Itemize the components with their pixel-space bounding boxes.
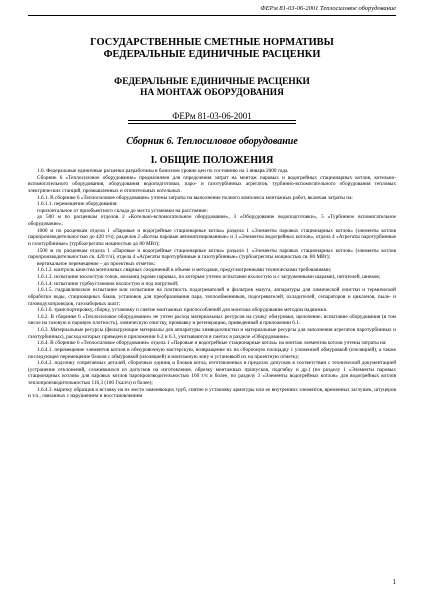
paragraph: 1.6.2. В сборнике 6 «Теплосиловое оборудование» не учтен расход материальных ресурсов на сушку обмуровки, щелочение, испытание оборудования (в том числе на газовую и паровую плотность), химическую очистку, промывку и регенерацию, приведенный в приложении 6.1. <box>28 313 396 327</box>
subtitle-line-1: ФЕДЕРАЛЬНЫЕ ЕДИНИЧНЫЕ РАСЦЕНКИ <box>114 77 310 87</box>
collection-title: Сборник 6. Теплосиловое оборудование <box>126 136 298 147</box>
paragraph: 1.6.3. Материальные ресурсы (фильтрующие материалы для аппаратуры химводоочистки и материальные ресурсы для заполнения агрегатов паротурбинных и газотурбинных), расход которых приведен в приложении 6.2 и 6.3, учитываются в сметах в разделе «Оборудование». <box>28 327 396 340</box>
code-rule-lower <box>128 123 296 124</box>
paragraph: 1.6.1.5. гидравлическое испытание или испытание на плотность подогревателей и фильтров мазута, аппаратуры для химической очистки и термической обработки воды, стационарных баков, установок для преобразования пара, теплообменников, подогревателей, охладителей, сепараторов и циклонов, пыле- и газоводухопроводов, газозаборных шахт; <box>28 287 396 307</box>
paragraph: 1.6.1.2. контроль качества монтажных сварных соединений в объеме и методами, предусмотренными техническими требованиями; <box>37 267 332 274</box>
paragraph: до 500 м по расценкам отделов 2 «Котельно-вспомогательное оборудование», 3 «Оборудование водоподготовки», 5 «Турбинное вспомогательное оборудование»; <box>28 214 396 227</box>
body-text <box>28 168 396 400</box>
paragraph: 1.6.1.4. испытание турбоустановок вхолостую и под нагрузкой; <box>37 280 179 287</box>
paragraph: 1000 м по расценкам отдела 1 «Паровые и водогрейные стационарные котлы» раздела 1 «Элементы паровых стационарных котлов» (элементы котлов паропроизводительностью до 420 т/ч), разделов 2 «Котлы паровые автоматизированные» и 3 «Элементы водогрейных котлов», отдела 4 «Агрегаты паротурбинные и газотурбинные» (турбоагрегаты мощностью до 80 МВт); <box>28 227 396 247</box>
section-heading: I. ОБЩИЕ ПОЛОЖЕНИЯ <box>150 155 274 166</box>
header-rule <box>28 15 396 16</box>
paragraph: 1.6.4.2. подгонку сопрягаемых деталей, сборочных единиц и блоков котла, изготовленных в пределах допусков в соответствии с технической документацией (устранение отклонений, сложившихся из допусков на изготовление, обрезку монтажных припусков, подгибку и др.) (по разделу 1 «Элементы паровых стационарных котлов» для паровых котлов паропроизводительностью 160 т/ч и более, по разделу 3 «Элементы водогрейных котлов» для водогрейных котлов теплопроизводительностью 116,3 (100 Гкал/ч) и более); <box>28 360 396 386</box>
code-rule-upper <box>128 120 296 121</box>
paragraph: 1.6.4. В сборнике 6 «Теплосиловое оборудование» отдела 1 «Паровые и водогрейные стационарные котлы» на монтаж элементов котлов учтены затраты на: <box>37 340 387 347</box>
paragraph: Сборник 6 «Теплосиловое оборудование» предназначен для определения затрат на монтаж паровых и водогрейных стационарных котлов, котельно-вспомогательного оборудования, оборудования водоподготовки, паро- и газотурбинных агрегатов, турбинно-вспомогательного оборудования тепловых электрических станций, промышленных и отопительных котельных. <box>28 174 396 194</box>
paragraph: 1.6.1.6. транспортировку, сборку, установку и снятие монтажных приспособлений для монтажа оборудования методом надвижки. <box>37 307 328 314</box>
running-header: ФЕРм 81-03-06-2001 Теплосиловое оборудование <box>260 5 396 12</box>
paragraph: 1.6.4.1. перемещение элементов котлов в обмуровочную мастерскую, возвращение их на сборочную площадку с уложенной обмуровкой (изоляцией), а также последующее перемещение блоков с обмуровкой (изоляцией) в монтажную зону и установкой их на проектную отметку; <box>28 346 396 360</box>
page-number: 1 <box>392 578 396 586</box>
paragraph: 1.6.1.3. испытание вхолостую топок, мельниц (кроме паровых, по которым учтено испытание вхолостую и с загруженными шарами), питателей, шнеков; <box>37 274 381 280</box>
paragraph: 1.6. Федеральные единичные расценки разработаны в базисном уровне цен по состоянию на 1 января 2000 года. <box>37 168 289 174</box>
paragraph: 1.6.1. В сборнике 6 «Теплосиловое оборудование» учтены затраты на выполнение полного комплекса монтажных работ, включая затраты на: <box>37 194 353 201</box>
paragraph: 1.6.1.1. перемещение оборудования: <box>37 201 118 208</box>
subtitle <box>0 77 424 99</box>
paragraph: горизонтальное от приобъектного склада до места установки на расстояние: <box>37 207 208 214</box>
main-title-line-1: ГОСУДАРСТВЕННЫЕ СМЕТНЫЕ НОРМАТИВЫ <box>90 37 334 48</box>
paragraph: 1500 м по расценкам отдела 1 «Паровые и водогрейные стационарные котлы» раздела 1 «Элементы паровых стационарных котлов» (элементы котлов паропроизводительностью св. 420 т/ч), отдела 4 «Агрегаты паротурбинные и газотурбинные» (турбоагрегаты мощностью св. 80 МВт); <box>28 247 396 261</box>
main-title-line-2: ФЕДЕРАЛЬНЫЕ ЕДИНИЧНЫЕ РАСЦЕНКИ <box>103 49 321 60</box>
paragraph: 1.6.4.3. вырезку образцов и вставку на их место заменяющих труб, снятие и установку арматуры или ее внутренних элементов, временных заглушек, штуцеров и т.п., связанных с нарушением и восстановлением <box>28 386 396 400</box>
document-code: ФЕРм 81-03-06-2001 <box>172 111 252 121</box>
subtitle-line-2: НА МОНТАЖ ОБОРУДОВАНИЯ <box>140 88 284 98</box>
main-title <box>0 37 424 61</box>
paragraph: вертикальное перемещение – до проектных отметок; <box>37 260 156 267</box>
